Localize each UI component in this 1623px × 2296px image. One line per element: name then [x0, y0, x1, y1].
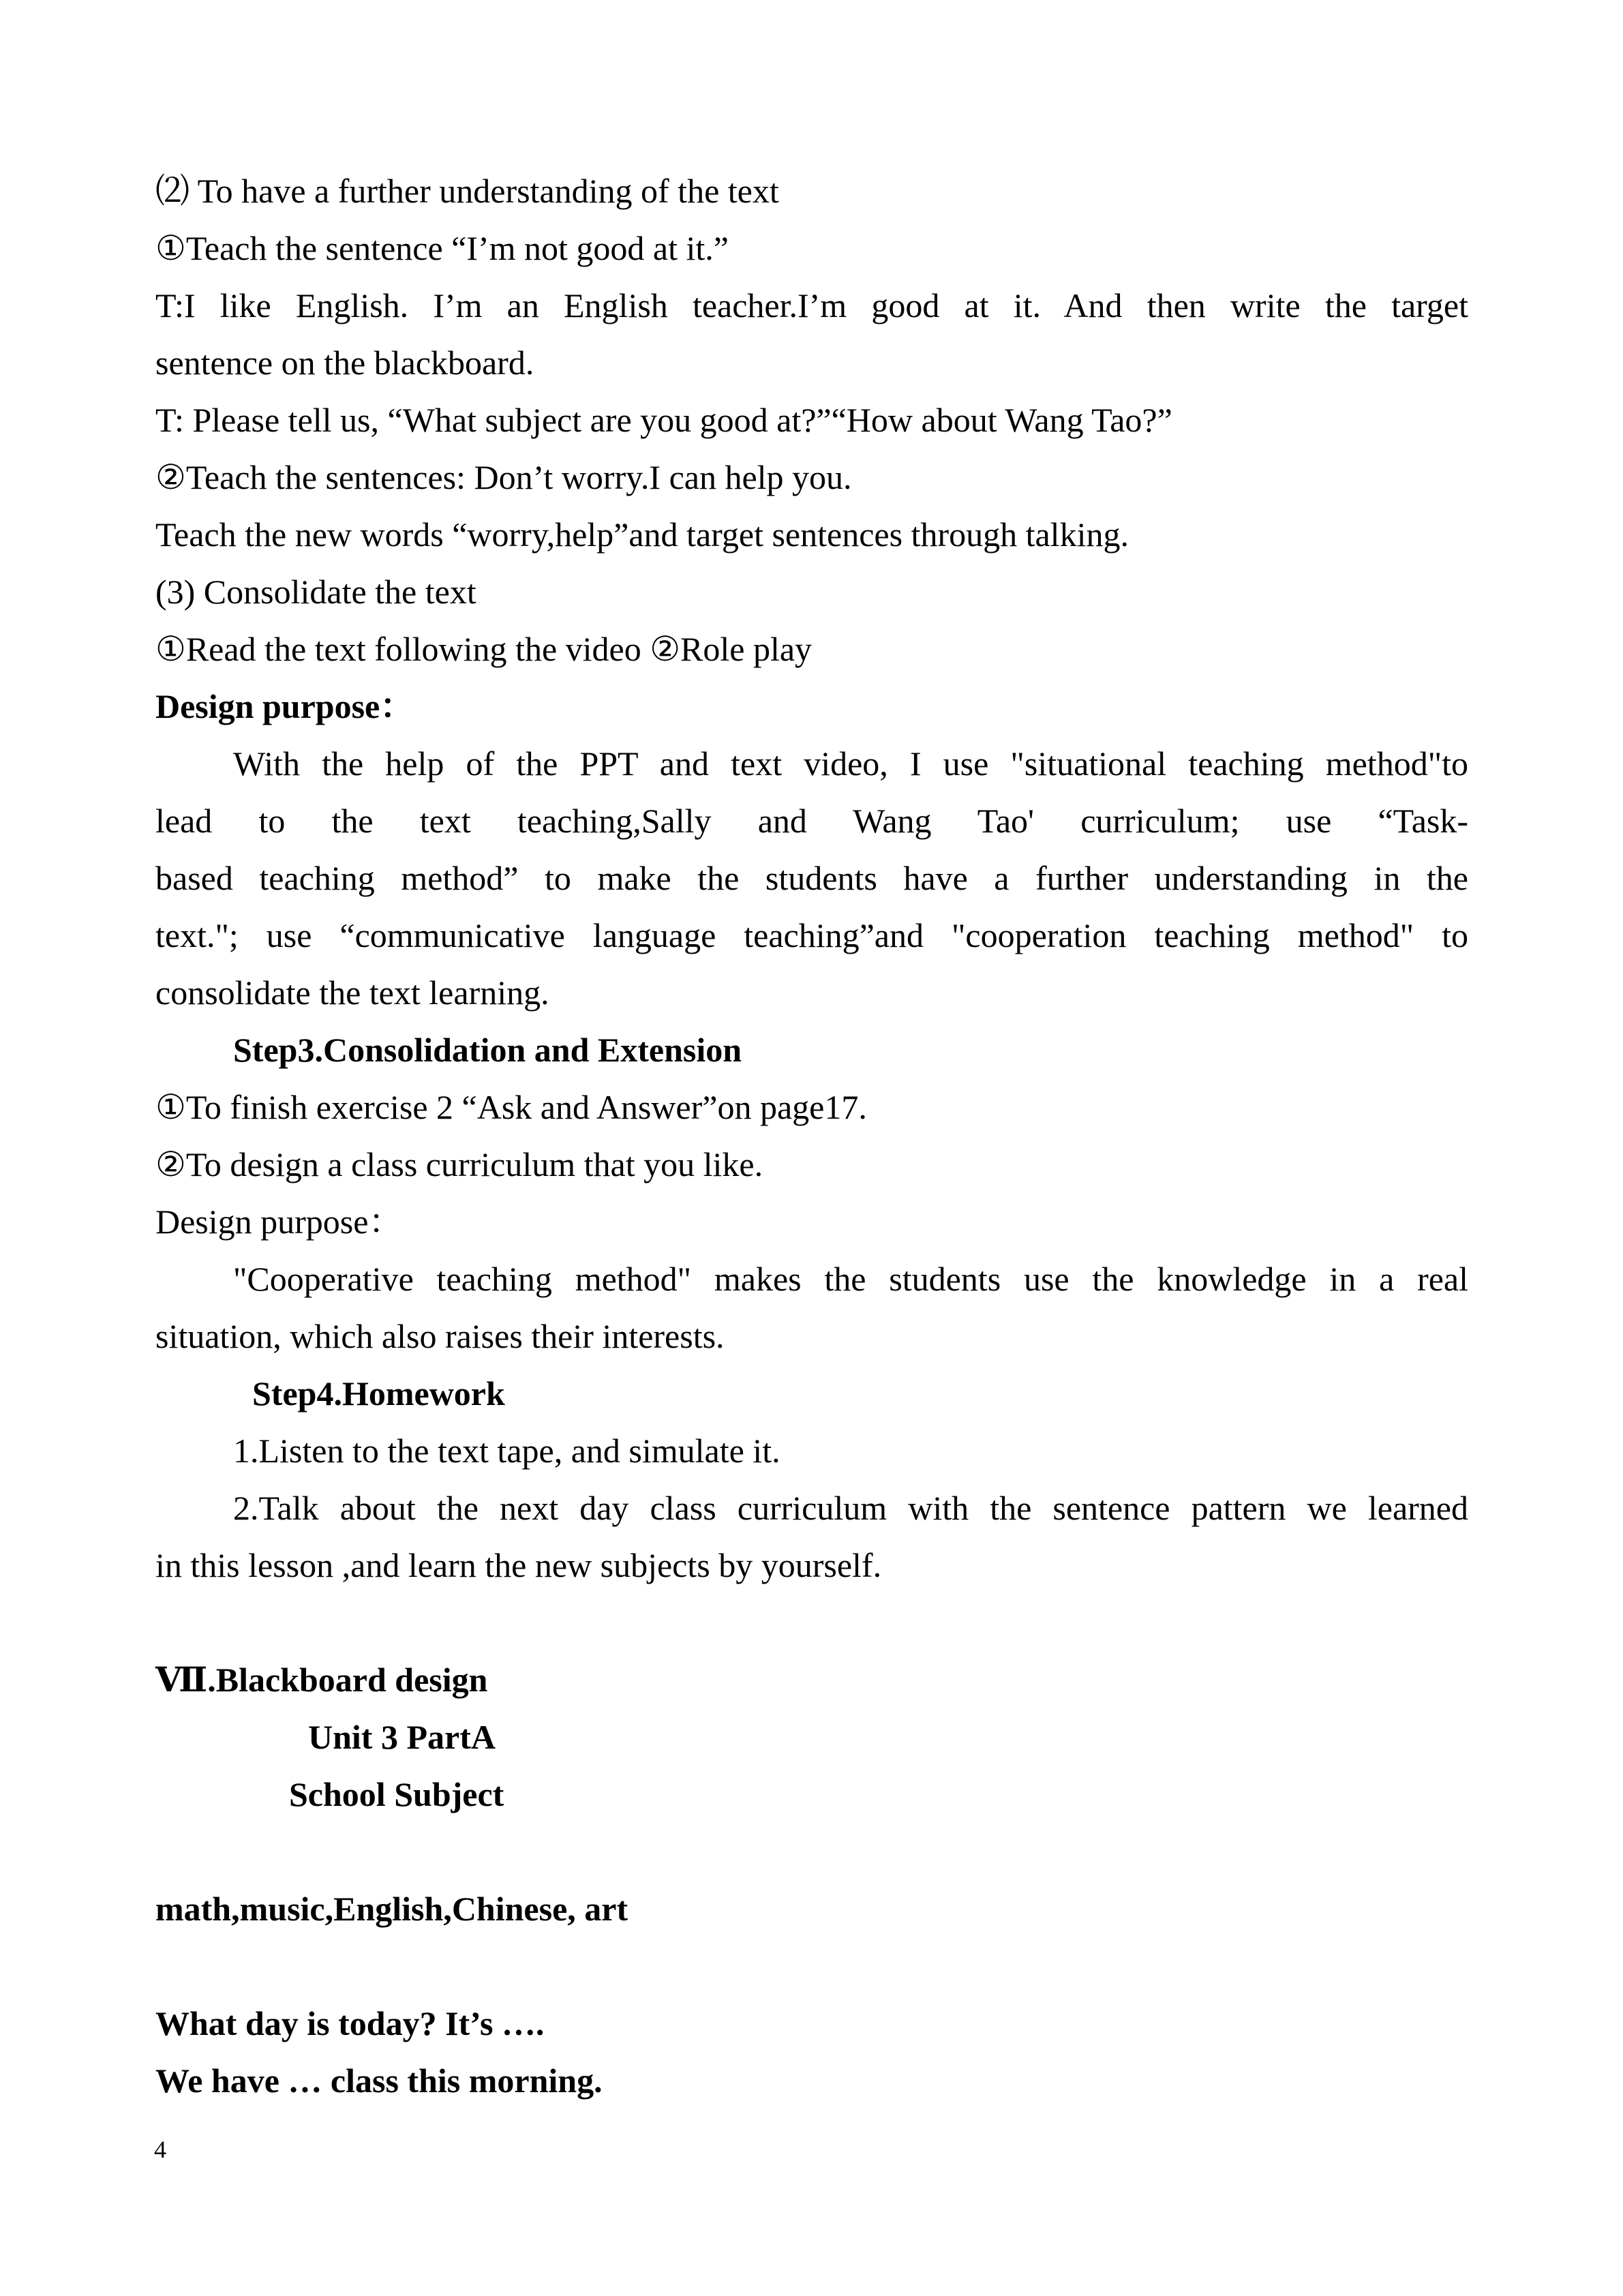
- paragraph-line: lead to the text teaching,Sally and Wang Tao' curriculum; use “Task-: [155, 802, 1468, 840]
- list-item: ①Read the text following the video ②Role play: [155, 630, 813, 668]
- subsection-heading: (3) Consolidate the text: [155, 573, 476, 611]
- list-item: ①Teach the sentence “I’m not good at it.”: [155, 229, 729, 267]
- paragraph-line: situation, which also raises their interests.: [155, 1317, 725, 1355]
- blackboard-subtitle: School Subject: [289, 1775, 504, 1813]
- list-item: ②To design a class curriculum that you like.: [155, 1145, 763, 1183]
- paragraph-line: With the help of the PPT and text video, I use "situational teaching method"to: [233, 744, 1468, 783]
- paragraph-line: sentence on the blackboard.: [155, 344, 534, 382]
- subsection-heading: ⑵ To have a further understanding of the text: [155, 172, 779, 210]
- page-number: 4: [154, 2136, 166, 2163]
- list-item: ②Teach the sentences: Don’t worry.I can help you.: [155, 458, 852, 496]
- blackboard-words: math,music,English,Chinese, art: [155, 1890, 628, 1928]
- list-item: ①To finish exercise 2 “Ask and Answer”on page17.: [155, 1088, 867, 1126]
- design-purpose-heading: Design purpose：: [155, 687, 414, 725]
- list-item: 1.Listen to the text tape, and simulate it.: [233, 1432, 780, 1470]
- paragraph-line: "Cooperative teaching method" makes the students use the knowledge in a real: [233, 1260, 1468, 1298]
- paragraph-line: T:I like English. I’m an English teacher.I’m good at it. And then write the target: [155, 286, 1468, 324]
- section-heading: Ⅶ.Blackboard design: [155, 1661, 488, 1699]
- paragraph-line: based teaching method” to make the students have a further understanding in the: [155, 859, 1468, 897]
- list-item: 2.Talk about the next day class curriculum with the sentence pattern we learned: [233, 1489, 1468, 1527]
- paragraph-line: consolidate the text learning.: [155, 973, 549, 1012]
- paragraph-line: T: Please tell us, “What subject are you good at?”“How about Wang Tao?”: [155, 401, 1172, 439]
- step-heading: Step3.Consolidation and Extension: [233, 1031, 742, 1069]
- spacer: [155, 1823, 1468, 1880]
- document-page: [155, 162, 1468, 2109]
- step-heading: Step4.Homework: [252, 1374, 505, 1413]
- paragraph-line: in this lesson ,and learn the new subjects by yourself.: [155, 1546, 882, 1584]
- blackboard-sentence: We have … class this morning.: [155, 2061, 603, 2100]
- blackboard-title: Unit 3 PartA: [308, 1718, 496, 1756]
- spacer: [155, 1594, 1468, 1651]
- blackboard-sentence: What day is today? It’s ….: [155, 2004, 545, 2042]
- design-purpose-heading: Design purpose：: [155, 1203, 403, 1241]
- spacer: [155, 1937, 1468, 1995]
- paragraph-line: text."; use “communicative language teaching”and "cooperation teaching method" to: [155, 916, 1468, 954]
- paragraph-line: Teach the new words “worry,help”and target sentences through talking.: [155, 515, 1129, 554]
